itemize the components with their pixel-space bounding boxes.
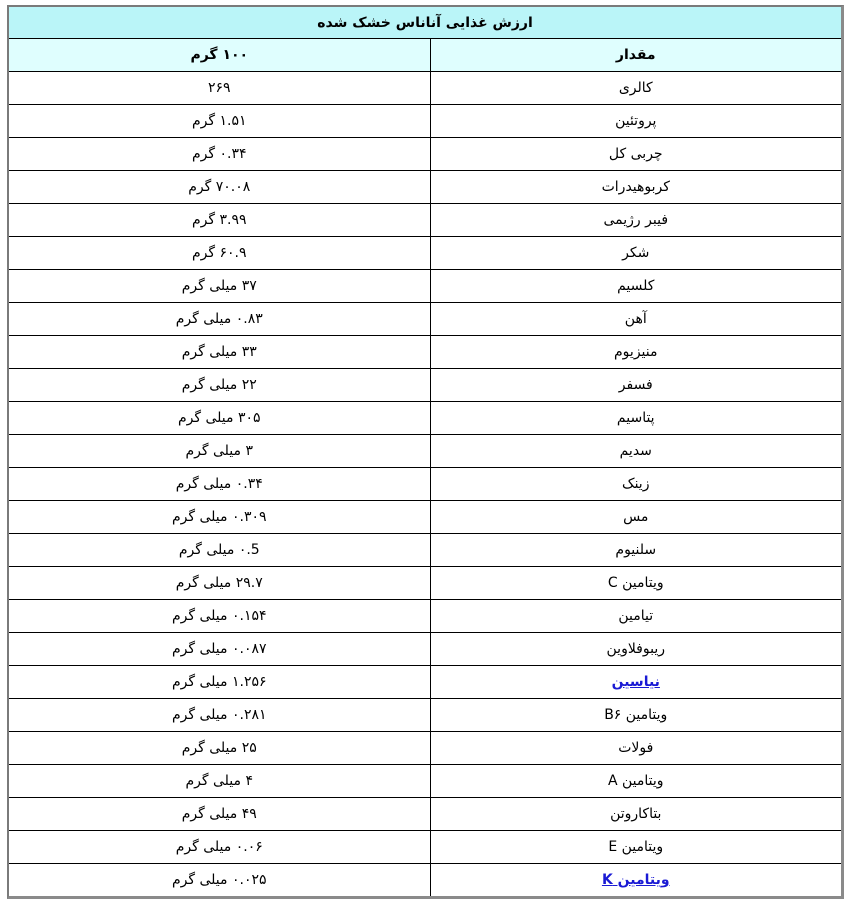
table-row xyxy=(9,534,841,567)
nutrient-name-cell xyxy=(430,171,841,204)
nutrient-name: ویتامین C xyxy=(607,575,664,591)
nutrient-value-cell xyxy=(9,732,430,765)
nutrient-value-cell xyxy=(9,402,430,435)
nutrient-value: ۰.۰۲۵ میلی گرم xyxy=(171,872,267,888)
nutrient-name: کربوهیدرات xyxy=(601,179,670,195)
nutrient-name-cell xyxy=(430,666,841,699)
nutrient-value-cell xyxy=(9,171,430,204)
table-row xyxy=(9,303,841,336)
nutrient-value-cell xyxy=(9,798,430,831)
nutrition-table-container xyxy=(7,5,844,899)
nutrient-name: منیزیوم xyxy=(614,344,658,360)
table-row xyxy=(9,831,841,864)
nutrient-name-cell xyxy=(430,600,841,633)
nutrient-name-cell xyxy=(430,336,841,369)
nutrient-value-cell xyxy=(9,534,430,567)
table-row xyxy=(9,204,841,237)
nutrient-name-cell xyxy=(430,270,841,303)
table-title-row xyxy=(9,7,841,39)
nutrient-name-cell xyxy=(430,204,841,237)
table-row xyxy=(9,336,841,369)
nutrient-value: ۰.۰۸۷ میلی گرم xyxy=(171,641,267,657)
nutrient-value: ۰.۳۴ میلی گرم xyxy=(175,476,263,492)
nutrient-name-cell xyxy=(430,831,841,864)
nutrient-value-cell xyxy=(9,468,430,501)
table-row xyxy=(9,402,841,435)
nutrient-name: شکر xyxy=(622,245,650,261)
nutrient-value-cell xyxy=(9,666,430,699)
nutrient-name-cell xyxy=(430,138,841,171)
table-row xyxy=(9,864,841,897)
nutrient-name-cell xyxy=(430,237,841,270)
nutrient-value: ۴ میلی گرم xyxy=(185,773,254,789)
nutrient-name: تیامین xyxy=(618,608,654,624)
nutrient-value: ۳۳ میلی گرم xyxy=(181,344,257,360)
column-header-name: مقدار xyxy=(430,39,841,72)
table-row xyxy=(9,699,841,732)
nutrient-value-cell xyxy=(9,699,430,732)
table-row xyxy=(9,798,841,831)
nutrient-name: چربی کل xyxy=(608,146,663,162)
nutrient-name: سدیم xyxy=(619,443,652,459)
nutrient-name: فسفر xyxy=(618,377,653,393)
table-row xyxy=(9,72,841,105)
table-row xyxy=(9,468,841,501)
table-row xyxy=(9,765,841,798)
nutrient-value: ۰.۳۴ گرم xyxy=(191,146,247,162)
nutrient-name: ریبوفلاوین xyxy=(606,641,665,657)
nutrient-value: ۲۹.۷ میلی گرم xyxy=(175,575,263,591)
table-header-row xyxy=(9,39,841,72)
nutrient-value: ۰.۸۳ میلی گرم xyxy=(175,311,263,327)
nutrient-value-cell xyxy=(9,270,430,303)
nutrient-value: ۳۷ میلی گرم xyxy=(181,278,257,294)
table-row xyxy=(9,600,841,633)
nutrient-value-cell xyxy=(9,204,430,237)
nutrient-name-cell xyxy=(430,798,841,831)
table-row xyxy=(9,171,841,204)
nutrient-name-cell xyxy=(430,402,841,435)
nutrient-name-cell xyxy=(430,369,841,402)
nutrient-value: ۱.۵۱ گرم xyxy=(191,113,247,129)
nutrient-name: فیبر رژیمی xyxy=(603,212,669,228)
table-row xyxy=(9,435,841,468)
nutrient-value-cell xyxy=(9,303,430,336)
nutrient-value-cell xyxy=(9,567,430,600)
nutrient-name: سلنیوم xyxy=(615,542,657,558)
nutrient-value-cell xyxy=(9,369,430,402)
nutrient-name: ویتامین A xyxy=(607,773,664,789)
nutrient-name: پتاسیم xyxy=(616,410,655,426)
nutrient-value-cell xyxy=(9,336,430,369)
nutrient-value-cell xyxy=(9,633,430,666)
nutrient-name-cell xyxy=(430,765,841,798)
nutrient-value: ۰.۲۸۱ میلی گرم xyxy=(171,707,267,723)
nutrient-value: ۰.۳۰۹ میلی گرم xyxy=(171,509,267,525)
nutrient-name: ویتامین B۶ xyxy=(604,707,668,723)
table-row xyxy=(9,567,841,600)
nutrient-name: مس xyxy=(623,509,649,525)
column-header-value: ۱۰۰ گرم xyxy=(9,39,430,72)
nutrient-value-cell xyxy=(9,864,430,897)
nutrient-name-cell xyxy=(430,633,841,666)
nutrient-value: ۳.۹۹ گرم xyxy=(191,212,247,228)
nutrient-value: ۲۵ میلی گرم xyxy=(181,740,257,756)
table-row xyxy=(9,633,841,666)
nutrient-name: فولات xyxy=(618,740,654,756)
table-row xyxy=(9,138,841,171)
nutrient-value-cell xyxy=(9,765,430,798)
nutrient-value-cell xyxy=(9,72,430,105)
table-row xyxy=(9,369,841,402)
nutrient-value: ۴۹ میلی گرم xyxy=(181,806,257,822)
table-row xyxy=(9,237,841,270)
nutrient-value: ۰.۰۶ میلی گرم xyxy=(175,839,263,855)
nutrient-link[interactable]: ویتامین K xyxy=(601,872,670,888)
nutrient-name: آهن xyxy=(624,311,647,327)
nutrient-name: کالری xyxy=(618,80,653,96)
nutrient-name-cell xyxy=(430,468,841,501)
nutrient-value: ۷۰.۰۸ گرم xyxy=(188,179,251,195)
nutrient-value-cell xyxy=(9,831,430,864)
table-row xyxy=(9,270,841,303)
nutrient-value-cell xyxy=(9,105,430,138)
nutrient-name-cell xyxy=(430,534,841,567)
nutrient-name-cell xyxy=(430,435,841,468)
table-title: ارزش غذایی آناناس خشک شده xyxy=(9,7,841,39)
nutrient-value: ۱.۲۵۶ میلی گرم xyxy=(171,674,267,690)
nutrient-link[interactable]: نیاسین xyxy=(611,674,660,690)
nutrient-name-cell xyxy=(430,732,841,765)
nutrient-name: پروتئین xyxy=(615,113,657,129)
table-row xyxy=(9,105,841,138)
nutrient-name-cell xyxy=(430,864,841,897)
nutrient-name-cell xyxy=(430,699,841,732)
nutrient-value: ۲۶۹ xyxy=(207,80,231,96)
nutrient-name-cell xyxy=(430,105,841,138)
nutrition-table xyxy=(9,7,841,896)
nutrient-value: ۰.5 میلی گرم xyxy=(178,542,260,558)
nutrient-name: زینک xyxy=(622,476,650,492)
nutrient-name-cell xyxy=(430,72,841,105)
nutrient-name-cell xyxy=(430,501,841,534)
nutrient-value: ۲۲ میلی گرم xyxy=(181,377,257,393)
nutrient-value: ۳ میلی گرم xyxy=(185,443,254,459)
table-row xyxy=(9,501,841,534)
nutrient-value-cell xyxy=(9,138,430,171)
nutrient-value: ۶۰.۹ گرم xyxy=(191,245,247,261)
nutrient-name: بتاکاروتن xyxy=(610,806,662,822)
nutrient-value-cell xyxy=(9,237,430,270)
nutrient-value: ۰.۱۵۴ میلی گرم xyxy=(171,608,267,624)
nutrient-value: ۳۰۵ میلی گرم xyxy=(177,410,261,426)
table-body xyxy=(9,72,841,897)
nutrient-value-cell xyxy=(9,435,430,468)
table-row xyxy=(9,666,841,699)
nutrient-value-cell xyxy=(9,501,430,534)
nutrient-value-cell xyxy=(9,600,430,633)
nutrient-name-cell xyxy=(430,303,841,336)
nutrient-name: ویتامین E xyxy=(608,839,664,855)
table-row xyxy=(9,732,841,765)
nutrient-name-cell xyxy=(430,567,841,600)
nutrient-name: کلسیم xyxy=(617,278,655,294)
